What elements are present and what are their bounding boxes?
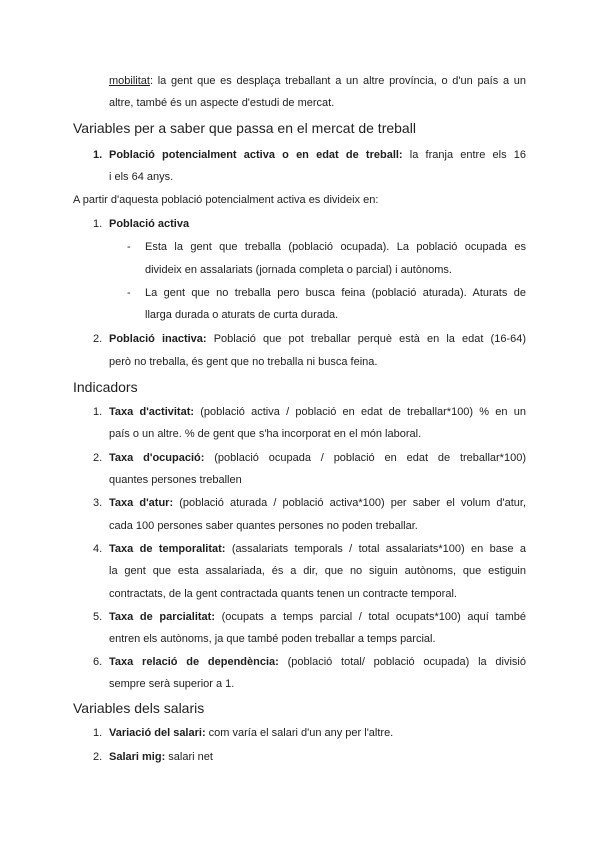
item-taxa-ocupacio bbox=[109, 447, 526, 469]
paragraph-divideix: A partir d'aquesta població potencialment activa es divideix en: bbox=[73, 194, 379, 206]
item-term: Població activa bbox=[109, 218, 190, 230]
item-term: Variació del salari: bbox=[109, 727, 206, 739]
item-text: (ocupats a temps parcial / total ocupats*100) aquí també bbox=[214, 611, 526, 623]
item-taxa-ocupacio-line-2: quantes persones treballen bbox=[109, 474, 242, 486]
list-number: 1. bbox=[93, 727, 103, 739]
item-taxa-activitat bbox=[109, 401, 526, 423]
item-salari-mig bbox=[109, 746, 213, 768]
item-taxa-temporalitat-line-2: la gent que esta assalariada, és a dir, que no siguin autònoms, que estiguin bbox=[109, 565, 526, 577]
item-text: (població total/ població ocupada) la divisió bbox=[278, 656, 526, 668]
section-heading-mercat: Variables per a saber que passa en el mercat de treball bbox=[73, 120, 416, 136]
item-taxa-activitat-line-2: país o un altre. % de gent que s'ha incorporat en el món laboral. bbox=[109, 428, 422, 440]
section-heading-indicadors: Indicadors bbox=[73, 379, 138, 395]
item-poblacio-potencial bbox=[109, 144, 526, 166]
item-text: salari net bbox=[165, 751, 213, 763]
section-heading-salaris: Variables dels salaris bbox=[73, 700, 205, 716]
item-variacio-salari bbox=[109, 722, 393, 744]
bullet-ocupada-line-1: Esta la gent que treballa (població ocupada). La població ocupada es bbox=[145, 241, 526, 253]
item-term: Taxa d'ocupació: bbox=[109, 452, 205, 464]
item-term: Població inactiva: bbox=[109, 333, 207, 345]
bullet-dash: - bbox=[127, 287, 131, 299]
intro-line-1 bbox=[109, 70, 526, 92]
bullet-dash: - bbox=[127, 241, 131, 253]
list-number: 1. bbox=[93, 149, 103, 161]
list-number: 1. bbox=[93, 218, 103, 230]
list-number: 3. bbox=[93, 497, 103, 509]
list-number: 2. bbox=[93, 333, 103, 345]
item-taxa-temporalitat-line-3: contractats, de la gent contractada quants tenen un contracte temporal. bbox=[109, 588, 457, 600]
item-term: Població potencialment activa o en edat de treball: bbox=[109, 149, 403, 161]
item-taxa-atur bbox=[109, 492, 526, 514]
item-poblacio-inactiva-line-2: però no treballa, és gent que no treballa ni busca feina. bbox=[109, 356, 378, 368]
item-term: Taxa d'activitat: bbox=[109, 406, 195, 418]
item-text: la franja entre els 16 bbox=[402, 149, 526, 161]
item-taxa-parcialitat-line-2: entren els autònoms, ja que també poden treballar a temps parcial. bbox=[109, 633, 436, 645]
list-number: 1. bbox=[93, 406, 103, 418]
list-number: 4. bbox=[93, 543, 103, 555]
list-number: 6. bbox=[93, 656, 103, 668]
item-taxa-atur-line-2: cada 100 persones saber quantes persones no poden treballar. bbox=[109, 520, 418, 532]
item-taxa-parcialitat bbox=[109, 606, 526, 628]
intro-term: mobilitat bbox=[109, 75, 150, 87]
item-text: (població activa / població en edat de treballar*100) % en un bbox=[194, 406, 526, 418]
item-text: (població ocupada / població en edat de treballar*100) bbox=[204, 452, 526, 464]
item-taxa-dependencia bbox=[109, 651, 526, 673]
item-taxa-temporalitat bbox=[109, 538, 526, 560]
item-term: Taxa d'atur: bbox=[109, 497, 174, 509]
item-text: Població que pot treballar perquè està en la edat (16-64) bbox=[206, 333, 526, 345]
list-number: 2. bbox=[93, 751, 103, 763]
item-poblacio-inactiva bbox=[109, 328, 526, 350]
list-number: 2. bbox=[93, 452, 103, 464]
bullet-ocupada-line-2: divideix en assalariats (jornada completa o parcial) i autònoms. bbox=[145, 264, 452, 276]
item-term: Taxa relació de dependència: bbox=[109, 656, 279, 668]
item-term: Taxa de temporalitat: bbox=[109, 543, 226, 555]
intro-text-1: : la gent que es desplaça treballant a un altre província, o d'un país a un bbox=[149, 75, 526, 87]
bullet-aturada-line-2: llarga durada o aturats de curta durada. bbox=[145, 309, 339, 321]
bullet-aturada-line-1: La gent que no treballa pero busca feina (població aturada). Aturats de bbox=[145, 287, 526, 299]
item-term: Taxa de parcialitat: bbox=[109, 611, 215, 623]
intro-line-2: altre, també és un aspecte d'estudi de mercat. bbox=[109, 97, 335, 109]
item-term: Salari mig: bbox=[109, 751, 166, 763]
item-poblacio-potencial-line-2: i els 64 anys. bbox=[109, 171, 174, 183]
item-text: (població aturada / població activa*100) per saber el volum d'atur, bbox=[173, 497, 527, 509]
item-taxa-dependencia-line-2: sempre serà superior a 1. bbox=[109, 678, 235, 690]
item-text: (assalariats temporals / total assalariats*100) en base a bbox=[225, 543, 526, 555]
item-poblacio-activa bbox=[109, 213, 189, 235]
item-text: com varía el salari d'un any per l'altre. bbox=[205, 727, 394, 739]
list-number: 5. bbox=[93, 611, 103, 623]
